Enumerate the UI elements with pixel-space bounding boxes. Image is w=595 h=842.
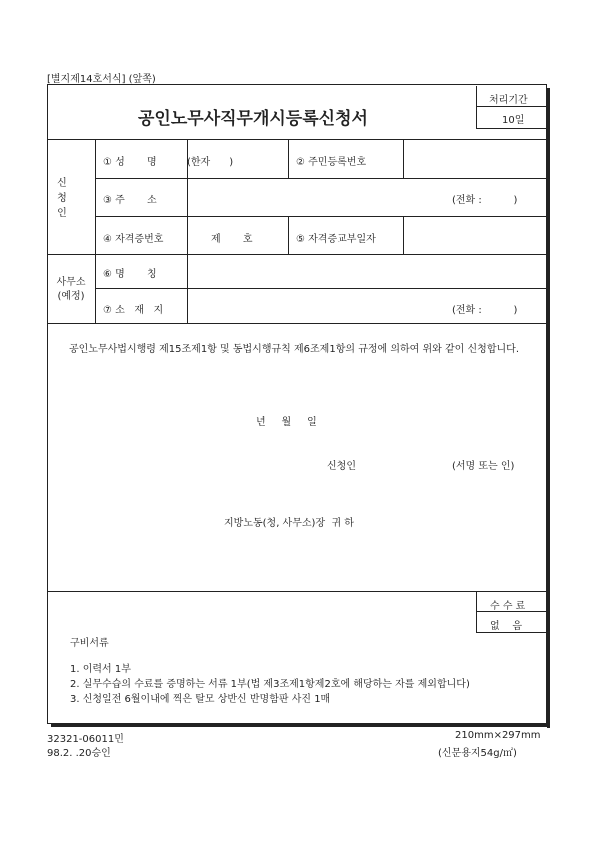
documents-item: 1. 이력서 1부 xyxy=(70,664,131,675)
applicant-name-label: ① 성 명 xyxy=(103,157,157,168)
applicant-section-label: 신 청 인 xyxy=(57,178,67,219)
footer-paper-type: (신문용지54g/㎡) xyxy=(438,748,517,759)
signature-field[interactable] xyxy=(370,452,442,472)
row-line-2 xyxy=(95,216,547,217)
col-line-mid-2 xyxy=(288,216,289,254)
row-line-3 xyxy=(95,288,547,289)
office-location-field[interactable] xyxy=(190,291,440,320)
applicant-cert-date-field[interactable] xyxy=(406,219,544,251)
fee-label: 수 수 료 xyxy=(490,601,526,612)
applicant-cert-no-label: ④ 자격증번호 xyxy=(103,234,164,245)
applicant-address-phone: (전화 : ) xyxy=(452,195,518,206)
applicant-cert-no-value: 제 호 xyxy=(211,234,253,245)
declaration-text: 공인노무사법시행령 제15조제1항 및 동법시행규칙 제6조제1항의 규정에 의하여 위와 같이 신청합니다. xyxy=(69,344,519,355)
office-section-label: 사무소 (예정) xyxy=(56,277,86,302)
applicant-address-label: ③ 주 소 xyxy=(103,195,157,206)
processing-box-left xyxy=(476,86,477,128)
form-frame xyxy=(47,84,547,724)
documents-top-border xyxy=(47,591,547,592)
documents-item: 3. 신청일전 6월이내에 찍은 탈모 상반신 반명함판 사진 1매 xyxy=(70,694,331,705)
col-line-mid-1 xyxy=(288,139,289,178)
footer-paper-size: 210mm×297mm xyxy=(455,730,541,741)
signature-label: (서명 또는 인) xyxy=(452,461,515,472)
processing-period-value: 10일 xyxy=(502,115,525,126)
processing-period-label: 처리기간 xyxy=(489,95,528,106)
row-line-1 xyxy=(95,178,547,179)
recipient-line: 지방노동(청, 사무소)장 귀 하 xyxy=(224,518,354,529)
form-number-label: [별지제14호서식] (앞쪽) xyxy=(47,74,156,85)
documents-item: 2. 실무수습의 수료를 증명하는 서류 1부(법 제3조제1항제2호에 해당하는 자를 제외합니다) xyxy=(70,679,470,690)
section-divider xyxy=(47,254,547,255)
page-title: 공인노무사직무개시등록신청서 xyxy=(138,109,368,129)
office-name-field[interactable] xyxy=(190,257,544,285)
office-location-label: ⑦ 소 재 지 xyxy=(103,305,164,316)
applicant-rrn-label: ② 주민등록번호 xyxy=(296,157,367,168)
office-location-phone: (전화 : ) xyxy=(452,305,518,316)
fee-value: 없 음 xyxy=(490,621,523,632)
frame-shadow-right xyxy=(547,88,550,728)
applicant-rrn-field[interactable] xyxy=(406,142,544,176)
fee-box-bottom xyxy=(476,632,546,633)
footer-code: 32321-06011민 xyxy=(47,734,124,745)
processing-box-mid xyxy=(476,106,546,107)
applicant-sign-label: 신청인 xyxy=(327,461,356,472)
col-line-value-2 xyxy=(403,216,404,254)
processing-box-bottom xyxy=(476,128,546,129)
applicant-cert-date-label: ⑤ 자격증교부일자 xyxy=(296,234,376,245)
frame-shadow-bottom xyxy=(51,724,550,727)
applicant-address-field[interactable] xyxy=(190,181,440,213)
table-top-border xyxy=(47,139,547,140)
footer-approval: 98.2. .20승인 xyxy=(47,748,111,759)
applicant-name-field[interactable] xyxy=(250,146,284,172)
office-name-label: ⑥ 명 칭 xyxy=(103,269,157,280)
applicant-name-hanja: (한자 ) xyxy=(187,157,234,168)
col-line-section xyxy=(95,139,96,323)
table-bottom-border xyxy=(47,323,547,324)
documents-heading: 구비서류 xyxy=(70,638,109,649)
col-line-value-1 xyxy=(403,139,404,178)
declaration-date: 년 월 일 xyxy=(256,417,317,428)
